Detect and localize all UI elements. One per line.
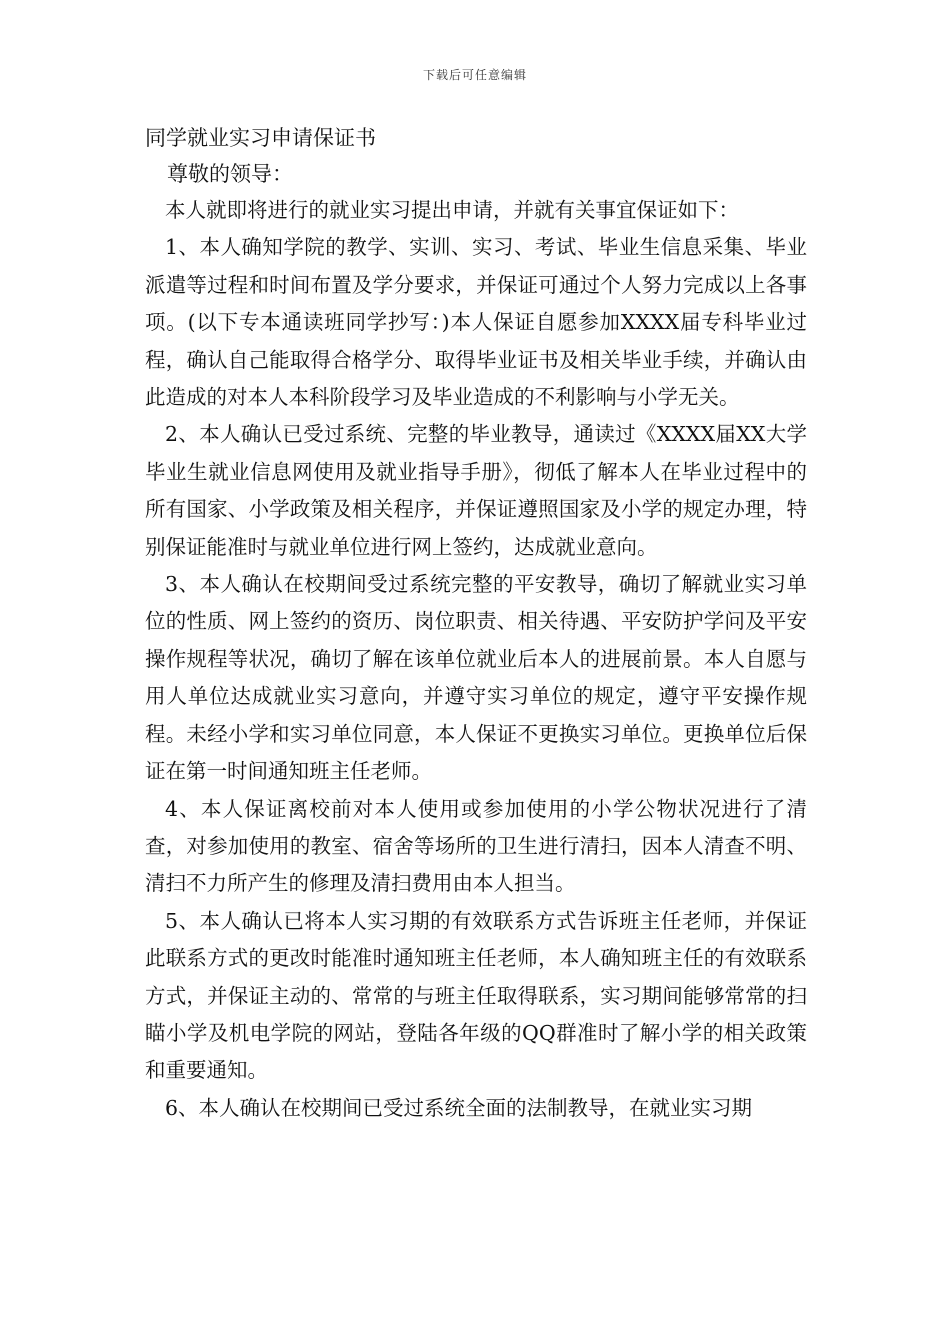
header-note: 下载后可任意编辑 [422,68,527,82]
salutation: 尊敬的领导： [167,162,293,186]
clause-1: 1、本人确知学院的教学、实训、实习、考试、毕业生信息采集、毕业派遣等过程和时间布置及学分要求，并保证可通过个人努力完成以上各事项。(以下专本通读班同学抄写：)本人保证自愿参加XXXX届专科毕业过程，确认自己能取得合格学分、取得毕业证书及相关毕业手续，并确认由此造成的对本人本科阶段学习及毕业造成的不利影响与小学无关。 [145,235,807,410]
intro-paragraph: 本人就即将进行的就业实习提出申请，并就有关事宜保证如下： [165,198,739,222]
clause-6: 6、本人确认在校期间已受过系统全面的法制教导，在就业实习期 [165,1095,753,1120]
document-body [145,120,807,1127]
clause-2: 2、本人确认已受过系统、完整的毕业教导，通读过《XXXX届XX大学毕业生就业信息网使用及就业指导手册》，彻低了解本人在毕业过程中的所有国家、小学政策及相关程序，并保证遵照国家及小学的规定办理，特别保证能准时与就业单位进行网上签约，达成就业意向。 [145,422,807,559]
clause-4: 4、本人保证离校前对本人使用或参加使用的小学公物状况进行了清查，对参加使用的教室、宿舍等场所的卫生进行清扫，因本人清查不明、清扫不力所产生的修理及清扫费用由本人担当。 [145,796,807,896]
clause-5: 5、本人确认已将本人实习期的有效联系方式告诉班主任老师，并保证此联系方式的更改时能准时通知班主任老师，本人确知班主任的有效联系方式，并保证主动的、常常的与班主任取得联系，实习期间能够常常的扫瞄小学及机电学院的网站，登陆各年级的QQ群准时了解小学的相关政策和重要通知。 [145,908,807,1083]
document-title: 同学就业实习申请保证书 [145,126,376,150]
clause-3: 3、本人确认在校期间受过系统完整的平安教导，确切了解就业实习单位的性质、网上签约的资历、岗位职责、相关待遇、平安防护学问及平安操作规程等状况，确切了解在该单位就业后本人的进展前景。本人自愿与用人单位达成就业实习意向，并遵守实习单位的规定，遵守平安操作规程。未经小学和实习单位同意，本人保证不更换实习单位。更换单位后保证在第一时间通知班主任老师。 [145,572,807,784]
